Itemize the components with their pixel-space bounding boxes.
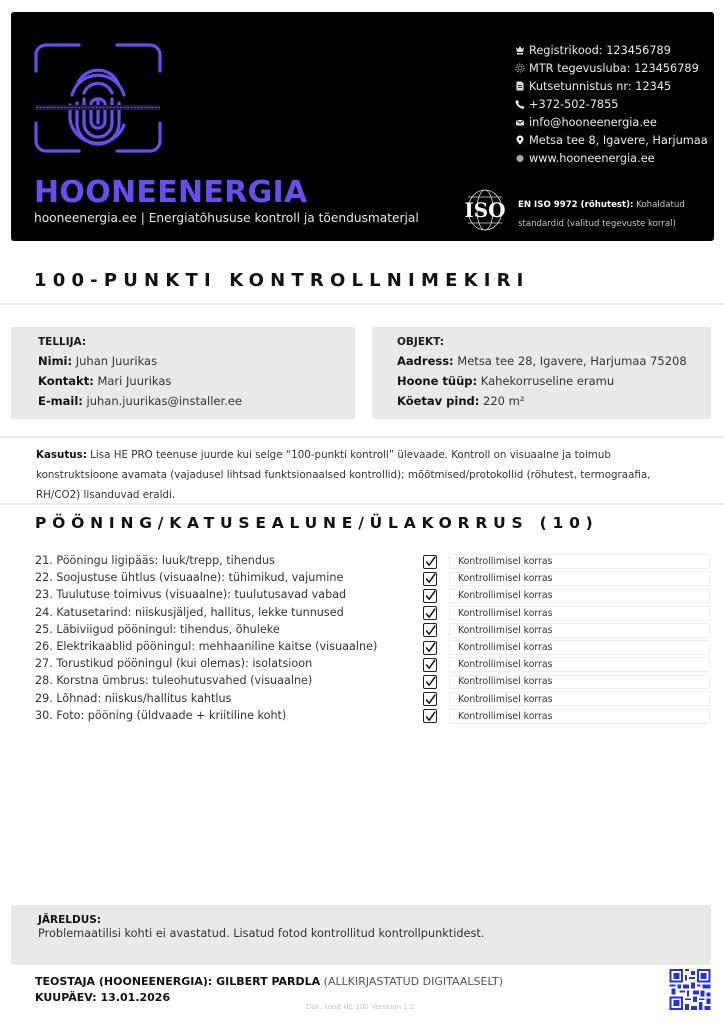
status-field[interactable]: Kontrollimisel korras	[449, 554, 710, 569]
email-icon	[515, 117, 525, 127]
location-icon	[515, 135, 525, 145]
check-row	[423, 708, 710, 725]
section-title: PÖÖNING/KATUSEALUNE/ÜLAKORRUS (10)	[35, 514, 599, 532]
field-value: Mari Juurikas	[93, 374, 172, 388]
conclusion-box	[11, 905, 711, 965]
checkbox[interactable]	[423, 709, 437, 723]
iso-standard: EN ISO 9972 (röhutest):	[518, 200, 634, 210]
field-value: Metsa tee 28, Igavere, Harjumaa 75208	[453, 354, 687, 368]
checkmark-icon	[425, 590, 436, 601]
contact-text: MTR tegevusluba: 123456789	[529, 61, 699, 75]
signature-block	[35, 974, 503, 1006]
contact-text: www.hooneenergia.ee	[529, 151, 655, 165]
status-field[interactable]: Kontrollimisel korras	[449, 623, 710, 638]
object-type-row	[397, 374, 711, 394]
client-card	[11, 327, 355, 419]
check-row	[423, 691, 710, 708]
checklist-item: 25. Läbiviigud pööningul: tihendus, õhuleke	[35, 622, 280, 636]
checklist-item: 24. Katusetarind: niiskusjäljed, hallitus, lekke tunnused	[35, 605, 344, 619]
header-banner	[11, 12, 714, 241]
object-title: OBJEKT:	[397, 336, 444, 348]
checklist-item: 23. Tuulutuse toimivus (visuaalne): tuulutusavad vabad	[35, 588, 347, 602]
contact-license	[515, 59, 708, 77]
check-row	[423, 639, 710, 656]
checklist-item: 21. Pööningu ligipääs: luuk/trepp, tihendus	[35, 554, 275, 568]
checklist-item: 22. Soojustuse ühtlus (visuaalne): tühimikud, vajumine	[35, 571, 344, 585]
object-area-row	[397, 394, 711, 414]
status-field[interactable]: Kontrollimisel korras	[449, 709, 710, 724]
status-field[interactable]: Kontrollimisel korras	[449, 606, 710, 621]
brand-name: HOONEENERGIA	[34, 175, 308, 210]
checkbox[interactable]	[423, 623, 437, 637]
contact-list	[515, 41, 708, 167]
checkbox[interactable]	[423, 555, 437, 569]
check-row	[423, 622, 710, 639]
object-address-row	[397, 354, 711, 374]
status-field[interactable]: Kontrollimisel korras	[449, 640, 710, 655]
field-value: 220 m²	[479, 394, 525, 408]
check-row	[423, 587, 710, 604]
status-field[interactable]: Kontrollimisel korras	[449, 589, 710, 604]
field-value[interactable]: juhan.juurikas@installer.ee	[82, 394, 242, 408]
globe-icon	[515, 153, 525, 163]
contact-text: Metsa tee 8, Igavere, Harjumaa	[529, 133, 708, 147]
document-title: 100-PUNKTI KONTROLLNIMEKIRI	[34, 270, 530, 291]
iso-standard-note	[518, 196, 718, 234]
client-title: TELLIJA:	[38, 336, 87, 348]
field-label: Nimi:	[38, 354, 73, 368]
client-email-row	[38, 394, 355, 414]
phone-icon	[515, 99, 525, 109]
brand-tagline: hooneenergia.ee | Energiatõhususe kontroll ja tõendusmaterjal	[34, 211, 419, 225]
checkbox[interactable]	[423, 641, 437, 655]
checklist-item: 29. Lõhnad: niiskus/hallitus kahtlus	[35, 691, 232, 705]
checkbox[interactable]	[423, 589, 437, 603]
check-row	[423, 673, 710, 690]
usage-text: Lisa HE PRO teenuse juurde kui selge “100-punkti kontroll” ülevaade. Kontroll on visuaalne ja toimub konstruktsioone avamata (vajadusel lihtsad funktsionaalsed kontrollid); mõõtmised/protokollid (röhutest, termograafia, RH/CO2) lisanduvad eraldi.	[36, 449, 651, 501]
conclusion-title: JÄRELDUS:	[38, 914, 101, 926]
status-field[interactable]: Kontrollimisel korras	[449, 692, 710, 707]
divider	[0, 436, 724, 438]
signer-note: (ALLKIRJASTATUD DIGITAALSELT)	[320, 975, 504, 988]
checklist-item: 27. Torustikud pööningul (kui olemas): isolatsioon	[35, 657, 313, 671]
checkbox[interactable]	[423, 606, 437, 620]
checkbox[interactable]	[423, 572, 437, 586]
iso-logo-text: ISO	[464, 198, 506, 222]
registry-icon	[515, 45, 525, 55]
checkmark-icon	[425, 642, 436, 653]
iso-logo-icon	[458, 187, 512, 233]
checkmark-icon	[425, 608, 436, 619]
checkmark-icon	[425, 625, 436, 636]
contact-certificate	[515, 77, 708, 95]
checklist-item: 28. Korstna ümbrus: tuleohutusvahed (visuaalne)	[35, 674, 313, 688]
field-value: Juhan Juurikas	[72, 354, 158, 368]
client-name-row	[38, 354, 355, 374]
contact-text: +372-502-7855	[529, 97, 619, 111]
checkbox[interactable]	[423, 675, 437, 689]
qr-code-icon[interactable]	[669, 969, 711, 1010]
checklist-results	[423, 553, 710, 725]
usage-label: Kasutus:	[36, 449, 87, 461]
field-label: Köetav pind:	[397, 394, 480, 408]
contact-website[interactable]	[515, 149, 708, 167]
contact-text: Registrikood: 123456789	[529, 43, 671, 57]
signer-line	[35, 974, 503, 990]
checkmark-icon	[425, 694, 436, 705]
date-line	[35, 990, 503, 1006]
contact-phone[interactable]	[515, 95, 708, 113]
check-row	[423, 553, 710, 570]
checkbox[interactable]	[423, 658, 437, 672]
contact-email[interactable]	[515, 113, 708, 131]
divider	[0, 503, 724, 505]
field-label: Kontakt:	[38, 374, 94, 388]
checkmark-icon	[425, 711, 436, 722]
field-value: Kahekorruseline eramu	[477, 374, 615, 388]
date-label: KUUPÄEV: 13.01.2026	[35, 991, 171, 1004]
status-field[interactable]: Kontrollimisel korras	[449, 572, 710, 587]
usage-note	[36, 445, 696, 505]
client-contact-row	[38, 374, 355, 394]
object-card	[372, 327, 711, 419]
checklist-items	[35, 552, 377, 724]
check-row	[423, 570, 710, 587]
checkbox[interactable]	[423, 692, 437, 706]
checkmark-icon	[425, 573, 436, 584]
checkmark-icon	[425, 676, 436, 687]
certificate-icon	[515, 81, 525, 91]
contact-text: Kutsetunnistus nr: 12345	[529, 79, 672, 93]
field-label: E-mail:	[38, 394, 83, 408]
field-label: Aadress:	[397, 354, 454, 368]
divider	[0, 303, 724, 305]
fingerprint-logo-icon	[34, 43, 162, 153]
iso-description: Kohaldatud standardid (valitud tegevuste korral)	[518, 200, 685, 229]
field-label: Hoone tüüp:	[397, 374, 478, 388]
contact-registry	[515, 41, 708, 59]
status-field[interactable]: Kontrollimisel korras	[449, 657, 710, 672]
check-row	[423, 656, 710, 673]
document-code: Dok. kood HE-100 Versioon 1.2	[306, 1003, 415, 1011]
contact-text: info@hooneenergia.ee	[529, 115, 657, 129]
checkmark-icon	[425, 659, 436, 670]
checklist-item: 26. Elektrikaablid pööningul: mehhaaniline kaitse (visuaalne)	[35, 640, 378, 654]
status-field[interactable]: Kontrollimisel korras	[449, 675, 710, 690]
checkmark-icon	[425, 556, 436, 567]
contact-address	[515, 131, 708, 149]
license-icon	[515, 63, 525, 73]
signer-label: TEOSTAJA (HOONEENERGIA): GILBERT PARDLA	[35, 975, 321, 988]
check-row	[423, 605, 710, 622]
checklist-item: 30. Foto: pööning (üldvaade + kriitiline koht)	[35, 708, 287, 722]
conclusion-text: Problemaatilisi kohti ei avastatud. Lisatud fotod kontrollitud kontrollpunktidest.	[38, 927, 485, 940]
